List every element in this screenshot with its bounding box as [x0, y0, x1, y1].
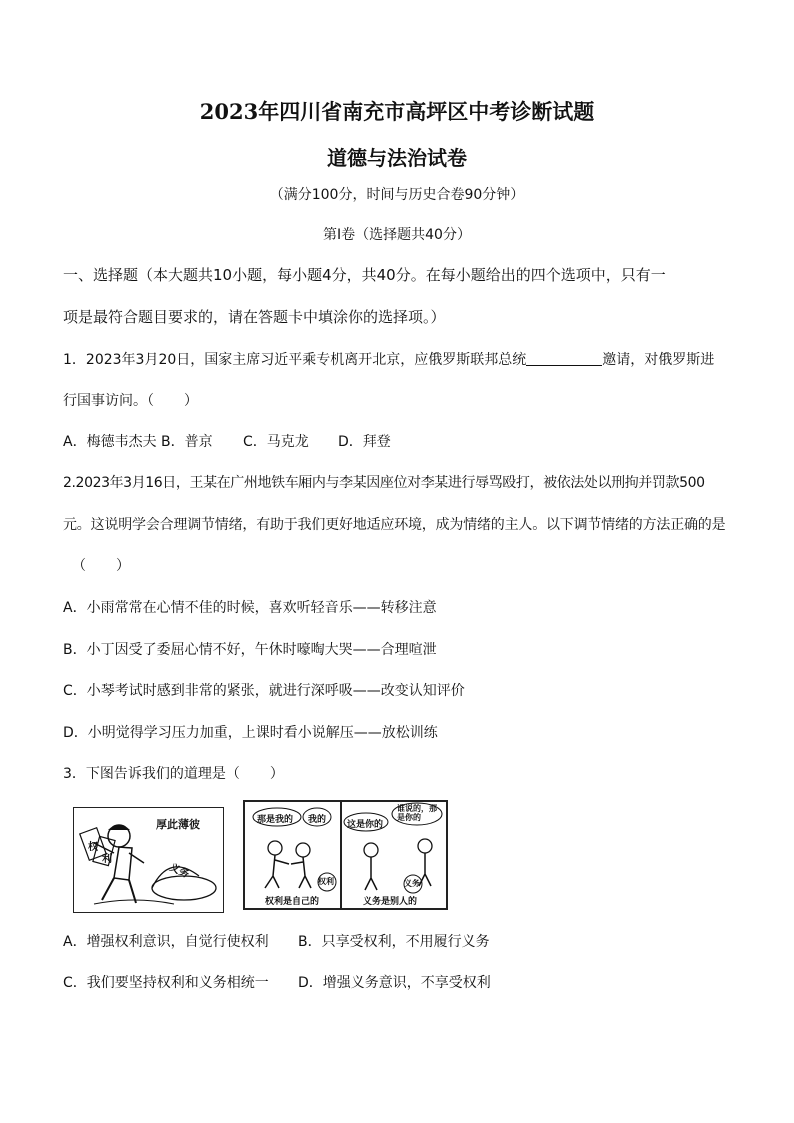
- question-3-option-d[interactable]: D．增强义务意识，不享受权利: [298, 975, 491, 991]
- cartoon-2-tag-rights: 权利: [318, 877, 334, 886]
- cartoon-1-tag-quan: 权: [88, 842, 98, 853]
- question-2-option-b[interactable]: B．小丁因受了委屈心情不好，午休时嚎啕大哭——合理喧泄: [63, 642, 437, 658]
- question-1-text-c: 行国事访问。（: [63, 393, 154, 409]
- question-2-option-d[interactable]: D．小明觉得学习压力加重，上课时看小说解压——放松训练: [63, 725, 438, 741]
- exam-title: 2023年四川省南充市高坪区中考诊断试题: [199, 99, 595, 124]
- cartoon-2-bubble-1: 那是我的: [257, 815, 294, 825]
- question-3-option-c[interactable]: C．我们要坚持权利和义务相统一: [63, 975, 269, 991]
- exam-subtitle: 道德与法治试卷: [327, 146, 467, 170]
- question-3-option-a[interactable]: A．增强权利意识，自觉行使权利: [63, 934, 269, 950]
- question-1-line-2: [63, 391, 743, 411]
- question-2-line-2: 元。这说明学会合理调节情绪，有助于我们更好地适应环境，成为情绪的主人。以下调节情绪的方法正确的是: [63, 517, 726, 533]
- question-1-options: [63, 432, 743, 452]
- question-1-blank: [526, 351, 602, 366]
- question-1-text-b: 邀请，对俄罗斯进: [602, 352, 715, 368]
- question-1-option-b[interactable]: B．普京: [161, 434, 213, 450]
- cartoon-2-bubble-3: 这是你的: [347, 820, 384, 830]
- cartoon-2-bubble-4: 谁说的，那是你的: [397, 804, 437, 822]
- question-1-option-c[interactable]: C．马克龙: [243, 434, 309, 450]
- question-1-line-1: [63, 350, 743, 370]
- question-1-text-d: ）: [184, 393, 198, 409]
- question-2-option-c[interactable]: C．小琴考试时感到非常的紧张，就进行深呼吸——改变认知评价: [63, 683, 465, 699]
- cartoon-2-bubble-2: 我的: [308, 815, 327, 825]
- cartoon-1-drawing: [74, 808, 223, 912]
- question-1-text-a: 1．2023年3月20日，国家主席习近平乘专机离开北京，应俄罗斯联邦总统: [63, 352, 527, 368]
- section-heading: 第Ⅰ卷（选择题共40分）: [323, 227, 471, 243]
- question-3-options-row-2: [63, 973, 743, 993]
- cartoon-2-caption-right: 义务是别人的: [363, 897, 418, 907]
- exam-score-info: （满分100分，时间与历史合卷90分钟）: [269, 187, 525, 203]
- cartoon-2-caption-left: 权利是自己的: [265, 897, 320, 907]
- cartoon-1-tag-li: 利: [102, 854, 112, 865]
- question-2-option-a[interactable]: A．小雨常常在心情不佳的时候，喜欢听轻音乐——转移注意: [63, 600, 437, 616]
- question-2-line-1: 2.2023年3月16日，王某在广州地铁车厢内与李某因座位对李某进行辱骂殴打，被依法处以刑拘并罚款500: [63, 475, 705, 491]
- question-3-stem: 3．下图告诉我们的道理是（ ）: [63, 766, 284, 782]
- question-2-line-3: （ ）: [72, 558, 130, 574]
- instructions-line-1: 一、选择题（本大题共10小题，每小题4分，共40分。在每小题给出的四个选项中，只有一: [63, 266, 666, 284]
- question-1-option-a[interactable]: A．梅德韦杰夫: [63, 434, 157, 450]
- cartoon-rights-duties-2: [243, 800, 448, 910]
- instructions-line-2: 项是最符合题目要求的，请在答题卡中填涂你的选择项。）: [63, 308, 446, 326]
- cartoon-2-tag-duties: 义务: [404, 879, 420, 888]
- cartoon-rights-duties-1: [73, 807, 224, 913]
- cartoon-1-tag-duty: 义务: [167, 862, 191, 881]
- question-1-option-d[interactable]: D．拜登: [338, 434, 391, 450]
- cartoon-1-caption: 厚此薄彼: [156, 818, 200, 831]
- question-3-options-row-1: [63, 932, 743, 952]
- question-3-option-b[interactable]: B．只享受权利，不用履行义务: [298, 934, 490, 950]
